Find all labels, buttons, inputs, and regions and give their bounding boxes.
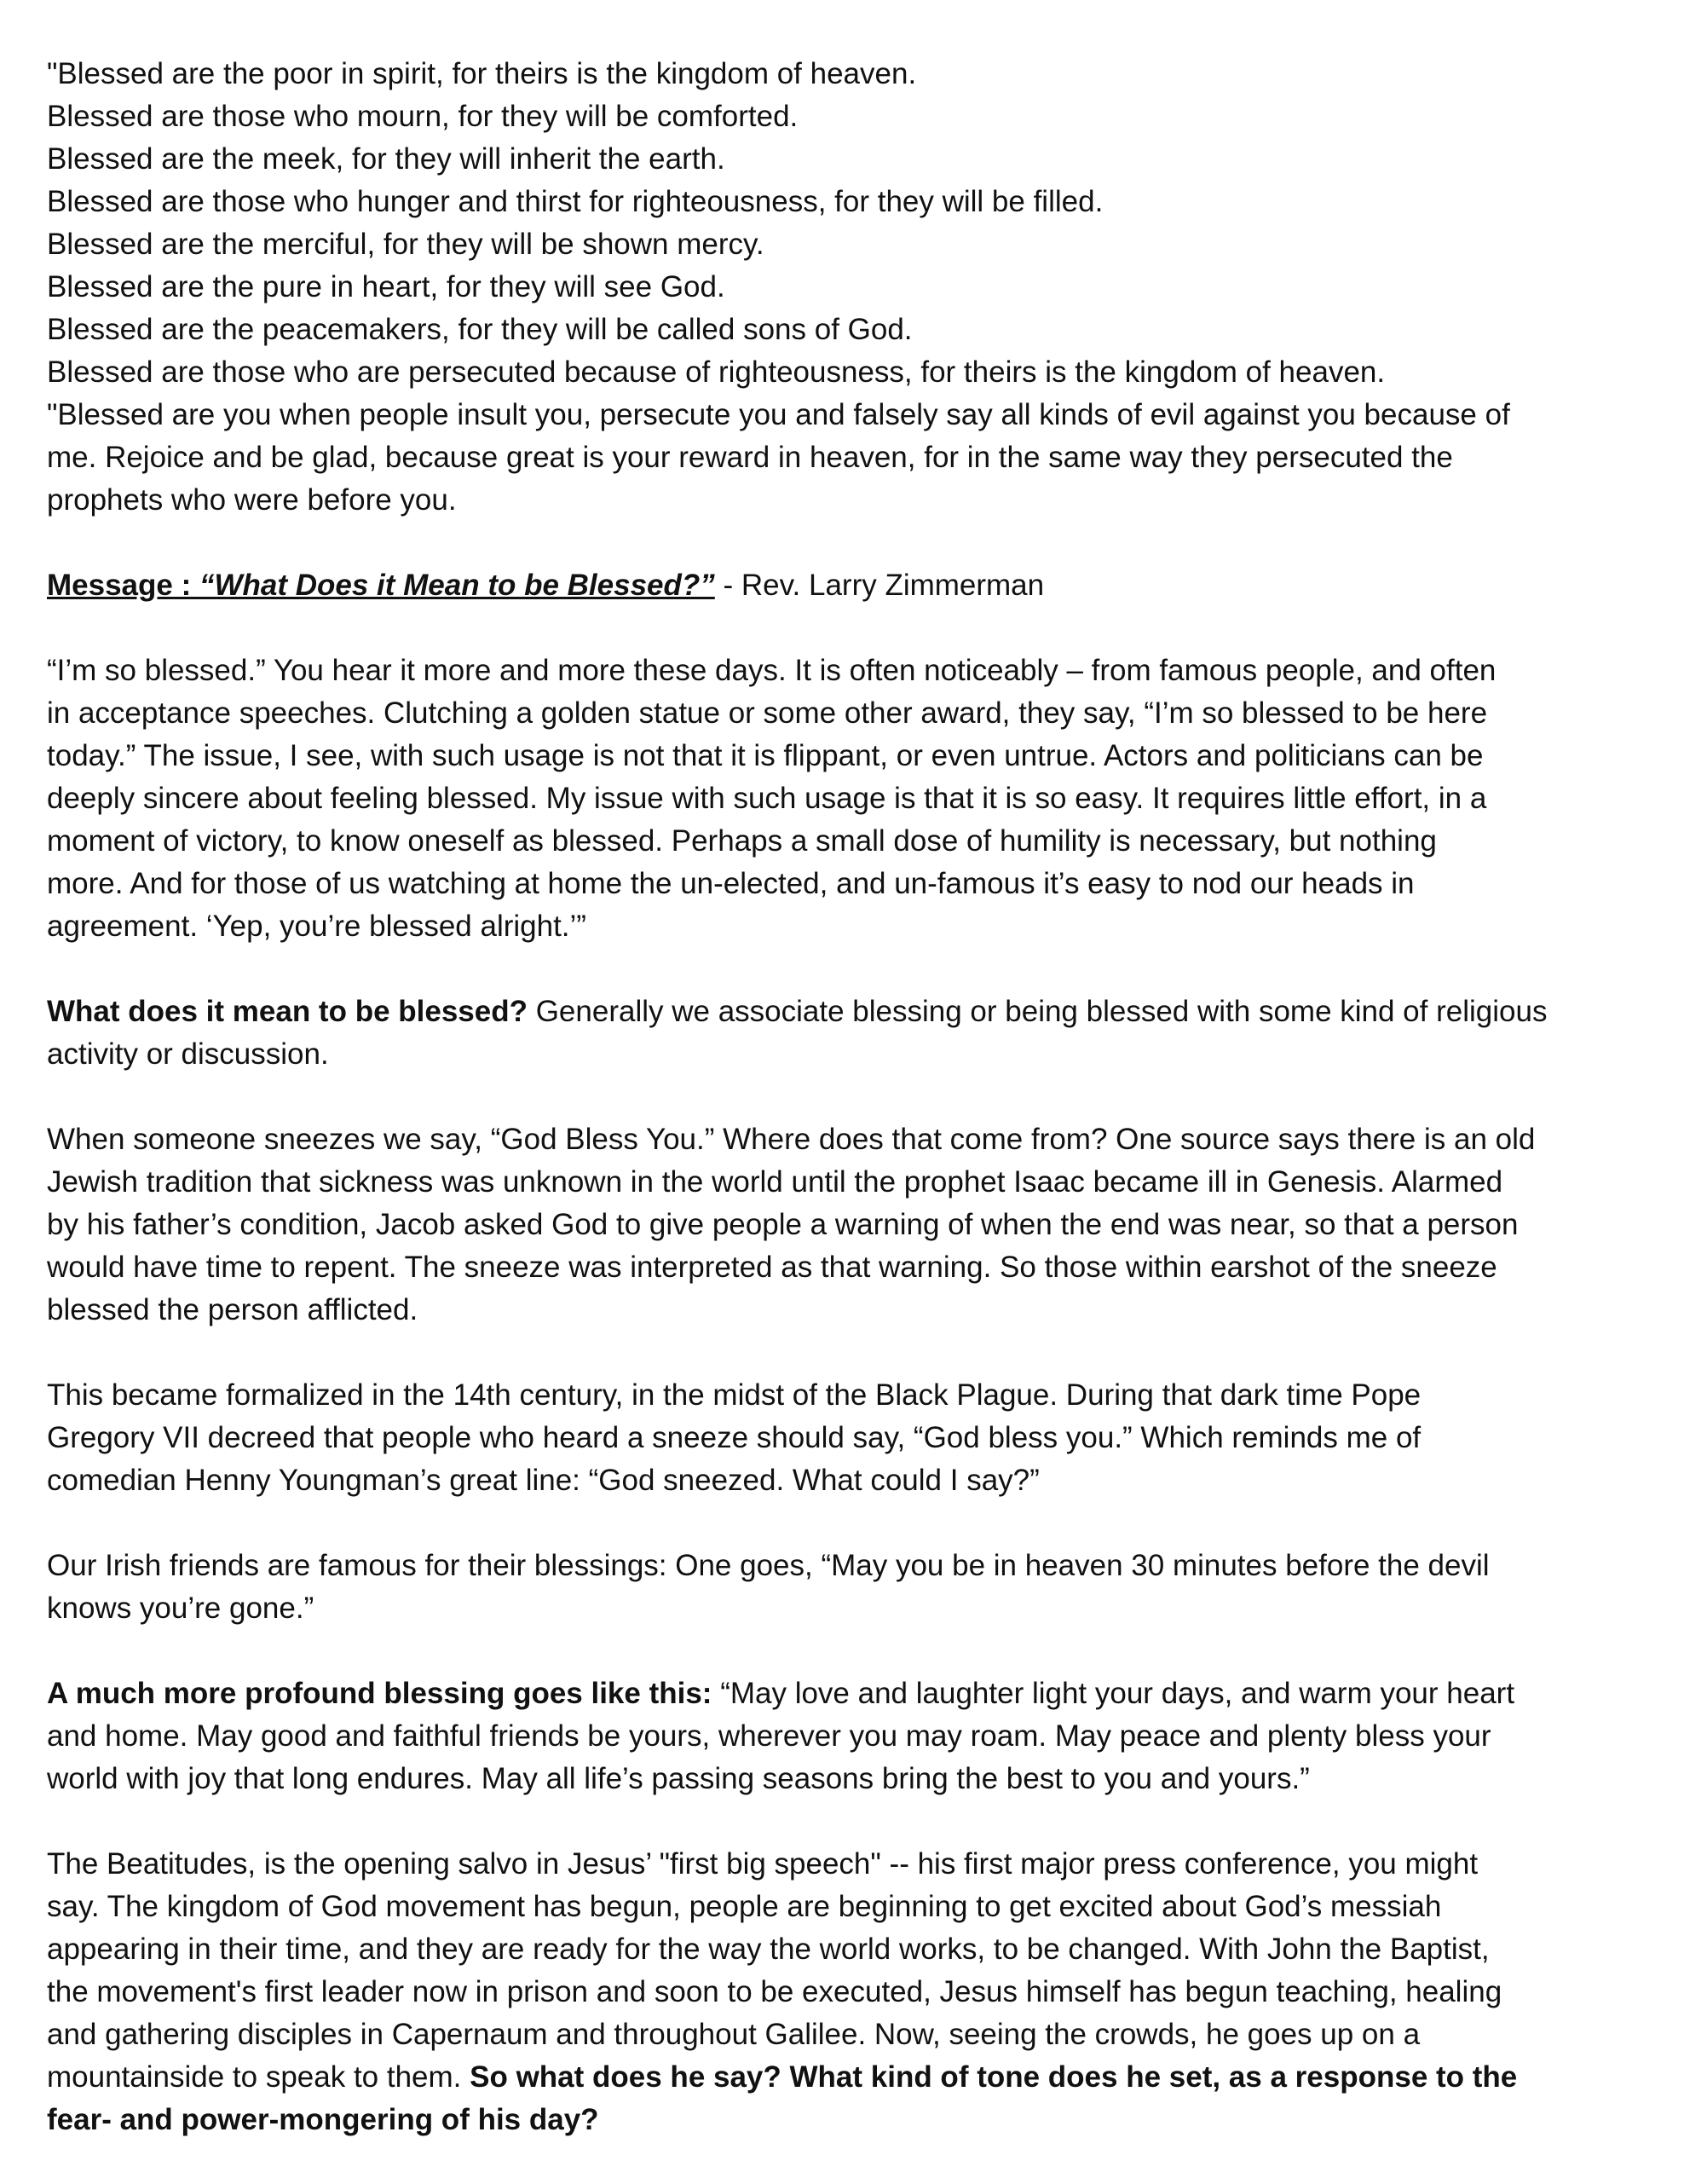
- paragraph-line: appearing in their time, and they are ready for the way the world works, to be changed. With John the Baptist,: [47, 1933, 1490, 1966]
- paragraph-line: and gathering disciples in Capernaum and throughout Galilee. Now, seeing the crowds, he goes up on a: [47, 2018, 1421, 2051]
- paragraph-beatitudes: [47, 1843, 1649, 2141]
- paragraph-sneeze: [47, 1118, 1649, 1332]
- paragraph-profound-blessing: [47, 1673, 1649, 1800]
- paragraph-line: say. The kingdom of God movement has begun, people are beginning to get excited about God’s messiah: [47, 1890, 1442, 1923]
- verse-line: Blessed are the merciful, for they will be shown mercy.: [47, 228, 764, 261]
- verse-line: Blessed are those who are persecuted because of righteousness, for theirs is the kingdom of heaven.: [47, 355, 1386, 389]
- verse-line: Blessed are those who mourn, for they will be comforted.: [47, 100, 799, 133]
- paragraph-line: the movement's first leader now in prison and soon to be executed, Jesus himself has begun teaching, healing: [47, 1975, 1502, 2008]
- message-label: Message :: [47, 569, 199, 602]
- paragraph-line: [47, 2056, 1649, 2099]
- message-heading: [47, 564, 1649, 607]
- paragraph-line: [47, 1673, 1649, 1715]
- paragraph-line: Gregory VII decreed that people who heard a sneeze should say, “God bless you.” Which reminds me of: [47, 1421, 1422, 1454]
- paragraph-line: When someone sneezes we say, “God Bless You.” Where does that come from? One source says there is an old: [47, 1123, 1536, 1156]
- paragraph-line: Jewish tradition that sickness was unknown in the world until the prophet Isaac became ill in Genesis. Alarmed: [47, 1165, 1503, 1199]
- paragraph-line: moment of victory, to know oneself as blessed. Perhaps a small dose of humility is necessary, but nothing: [47, 824, 1437, 858]
- paragraph-line: agreement. ‘Yep, you’re blessed alright.’”: [47, 910, 586, 943]
- paragraph-line: by his father’s condition, Jacob asked God to give people a warning of when the end was near, so that a person: [47, 1208, 1519, 1241]
- paragraph-so-blessed: [47, 650, 1649, 948]
- verse-line: "Blessed are you when people insult you, persecute you and falsely say all kinds of evil against you because of: [47, 398, 1510, 431]
- verse-line: prophets who were before you.: [47, 483, 457, 517]
- paragraph-line: Our Irish friends are famous for their blessings: One goes, “May you be in heaven 30 minutes before the devil: [47, 1549, 1490, 1582]
- verse-line: "Blessed are the poor in spirit, for theirs is the kingdom of heaven.: [47, 57, 917, 90]
- paragraph-what-does-it-mean: [47, 991, 1649, 1076]
- beatitudes-verses: [47, 53, 1649, 522]
- verse-line: Blessed are the pure in heart, for they will see God.: [47, 270, 725, 303]
- document-page: [47, 53, 1649, 2184]
- paragraph-line: world with joy that long endures. May all life’s passing seasons bring the best to you and yours.”: [47, 1762, 1310, 1795]
- paragraph-line: fear- and power-mongering of his day?: [47, 2103, 599, 2136]
- paragraph-line: more. And for those of us watching at home the un-elected, and un-famous it’s easy to nod our heads in: [47, 867, 1415, 900]
- paragraph-line: [47, 991, 1649, 1033]
- bold-question: What does it mean to be blessed?: [47, 995, 528, 1028]
- paragraph-text: Generally we associate blessing or being blessed with some kind of religious: [527, 995, 1548, 1028]
- paragraph-line: deeply sincere about feeling blessed. My issue with such usage is that it is so easy. It requires little effort, in a: [47, 782, 1487, 815]
- paragraph-irish-blessing: [47, 1545, 1649, 1630]
- paragraph-line: “I’m so blessed.” You hear it more and more these days. It is often noticeably – from famous people, and often: [47, 654, 1497, 687]
- verse-line: me. Rejoice and be glad, because great is your reward in heaven, for in the same way they persecuted the: [47, 441, 1453, 474]
- paragraph-line: The Beatitudes, is the opening salvo in Jesus’ "first big speech" -- his first major press conference, you might: [47, 1847, 1479, 1881]
- paragraph-line: blessed the person afflicted.: [47, 1293, 418, 1326]
- verse-line: Blessed are the meek, for they will inherit the earth.: [47, 142, 725, 176]
- paragraph-line: This became formalized in the 14th century, in the midst of the Black Plague. During that dark time Pope: [47, 1378, 1422, 1412]
- paragraph-line: knows you’re gone.”: [47, 1592, 314, 1625]
- paragraph-black-plague: [47, 1374, 1649, 1502]
- bold-lead: A much more profound blessing goes like this:: [47, 1677, 712, 1710]
- message-speaker: - Rev. Larry Zimmerman: [714, 569, 1045, 602]
- bold-question: So what does he say? What kind of tone does he set, as a response to the: [470, 2060, 1518, 2094]
- paragraph-line: in acceptance speeches. Clutching a golden statue or some other award, they say, “I’m so blessed to be here: [47, 696, 1488, 730]
- paragraph-line: and home. May good and faithful friends be yours, wherever you may roam. May peace and plenty bless your: [47, 1719, 1491, 1753]
- paragraph-line: activity or discussion.: [47, 1037, 329, 1071]
- paragraph-text: “May love and laughter light your days, and warm your heart: [712, 1677, 1515, 1710]
- paragraph-line: would have time to repent. The sneeze was interpreted as that warning. So those within earshot of the sneeze: [47, 1251, 1497, 1284]
- paragraph-text: mountainside to speak to them.: [47, 2060, 470, 2094]
- verse-line: Blessed are those who hunger and thirst for righteousness, for they will be filled.: [47, 185, 1104, 218]
- message-heading-line: [47, 564, 1649, 607]
- verse-line: Blessed are the peacemakers, for they will be called sons of God.: [47, 313, 913, 346]
- paragraph-line: today.” The issue, I see, with such usage is not that it is flippant, or even untrue. Actors and politicians can be: [47, 739, 1484, 772]
- paragraph-line: comedian Henny Youngman’s great line: “God sneezed. What could I say?”: [47, 1464, 1040, 1497]
- message-title: “What Does it Mean to be Blessed?”: [199, 569, 715, 602]
